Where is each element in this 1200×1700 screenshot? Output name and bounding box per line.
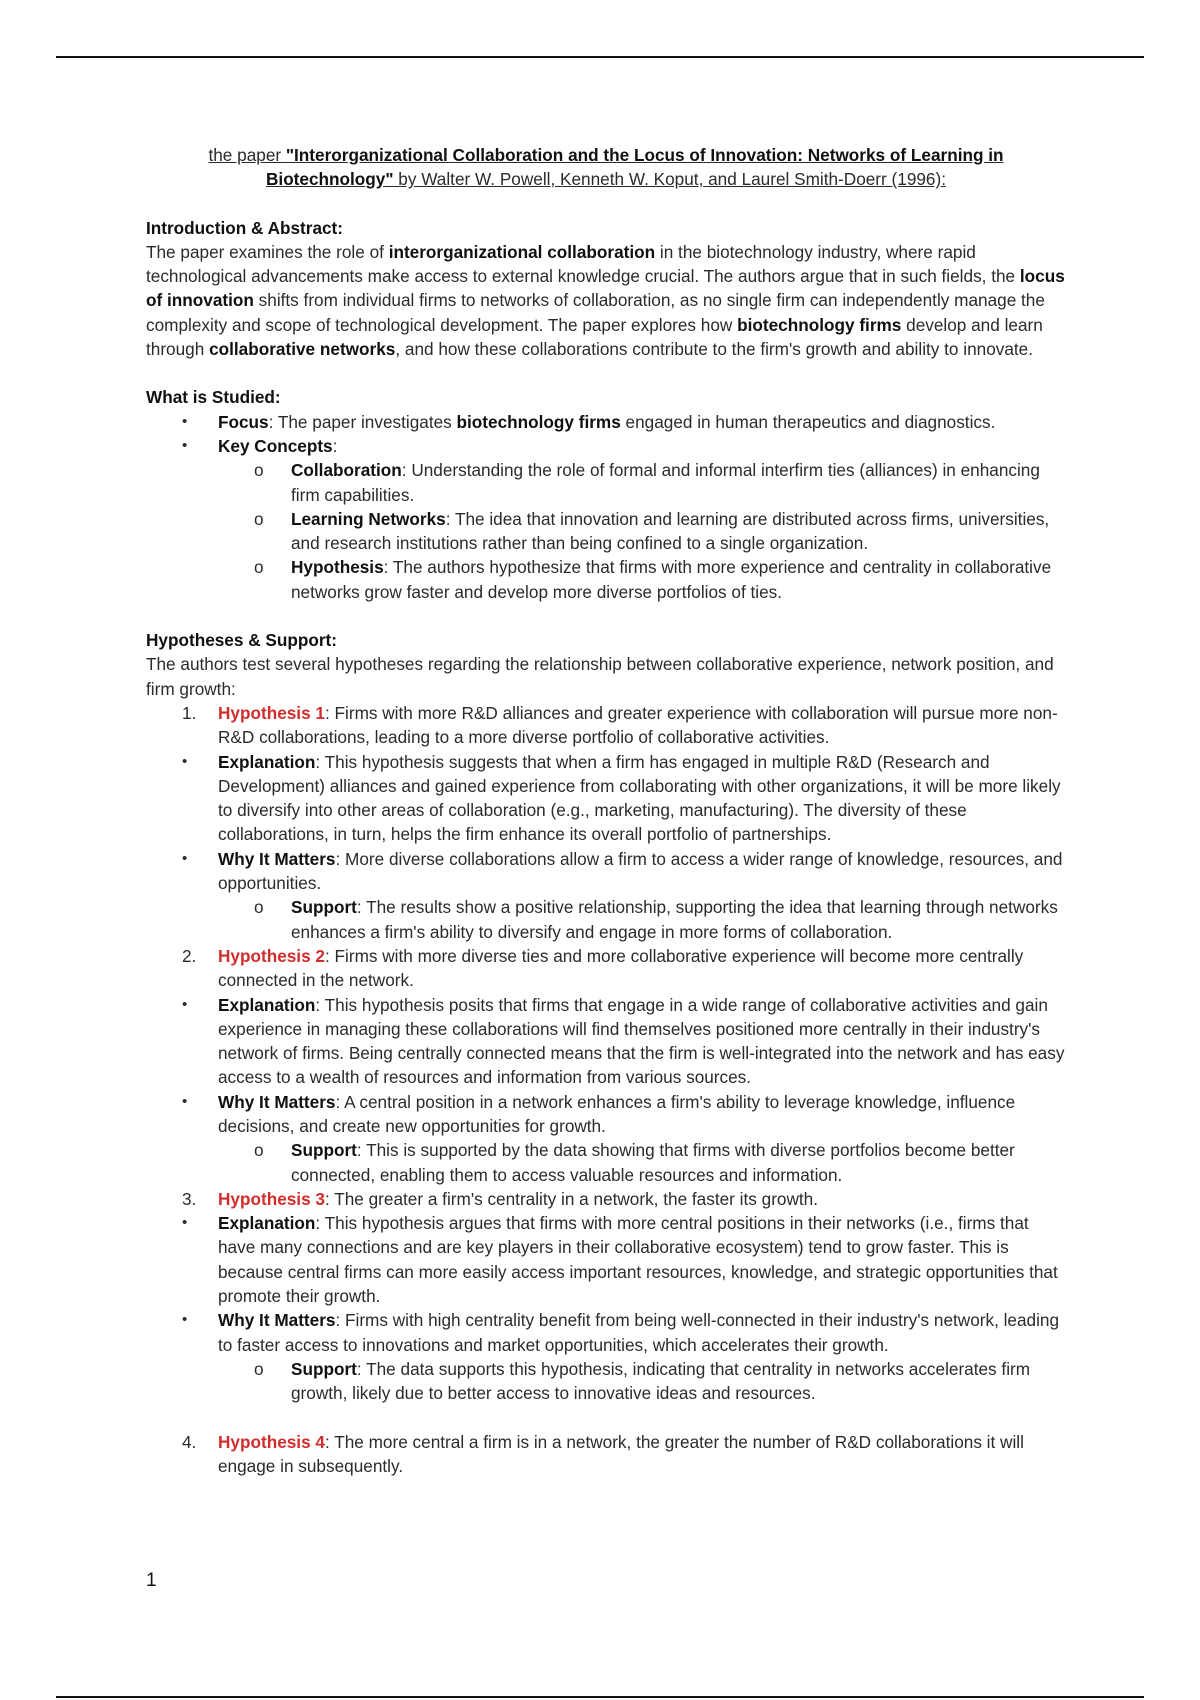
title-paper-name: "Interorganizational Collaboration and the Locus of Innovation: Networks of Learning in Biotechnology" bbox=[266, 145, 1004, 190]
sub-bullet-icon: o bbox=[254, 557, 264, 578]
bullet-icon: • bbox=[182, 436, 188, 454]
page-number: 1 bbox=[146, 1570, 157, 1591]
studied-section bbox=[146, 385, 1066, 604]
sub-bullet-icon: o bbox=[254, 508, 264, 529]
h1-why-it-matters: • Why It Matters: More diverse collaborations allow a firm to access a wider range of knowledge, resources, and opportunities. bbox=[182, 848, 1063, 894]
bullet-icon: • bbox=[182, 1092, 188, 1110]
sub-bullet-icon: o bbox=[254, 1140, 264, 1161]
list-number: 3. bbox=[182, 1188, 197, 1209]
bottom-rule bbox=[56, 1696, 1144, 1698]
intro-section bbox=[146, 216, 1066, 362]
sub-bullet-icon: o bbox=[254, 460, 264, 481]
list-item-key-concepts: • Key Concepts: bbox=[146, 434, 1066, 458]
list-number: 4. bbox=[182, 1431, 197, 1452]
sub-bullet-icon: o bbox=[254, 1358, 264, 1379]
h3-support: o Support: The data supports this hypothesis, indicating that centrality in networks accelerates firm growth, likely due to better access to innovative ideas and resources. bbox=[254, 1358, 1031, 1404]
studied-heading: What is Studied: bbox=[146, 387, 281, 408]
list-number: 1. bbox=[182, 702, 197, 723]
h3-why-it-matters: • Why It Matters: Firms with high centrality benefit from being well-connected in their industry's network, leading to faster access to innovations and market opportunities, which accelerates their growth. bbox=[182, 1310, 1060, 1355]
document-title bbox=[146, 143, 1066, 192]
sub-item-hypothesis: o Hypothesis: The authors hypothesize that firms with more experience and centrality in collaborative networks grow faster and develop more diverse portfolios of ties. bbox=[254, 557, 1052, 602]
bullet-icon: • bbox=[182, 849, 188, 867]
bullet-icon: • bbox=[182, 995, 188, 1013]
spacer bbox=[146, 1406, 1066, 1430]
list-item-focus: • Focus: The paper investigates biotechnology firms engaged in human therapeutics and diagnostics. bbox=[146, 410, 1066, 434]
h3-explanation: • Explanation: This hypothesis argues that firms with more central positions in their networks (i.e., firms that have many connections and are key players in their collaborative ecosystem) tend to grow faster. This is because central firms can more easily access important resources, knowledge, and strategic opportunities that promote their growth. bbox=[182, 1213, 1058, 1307]
intro-paragraph: The paper examines the role of interorganizational collaboration in the biotechnology industry, where rapid technological advancements make access to external knowledge crucial. The authors argue that in such fields, the locus of innovation shifts from individual firms to networks of collaboration, as no single firm can independently manage the complexity and scope of technological development. The paper explores how biotechnology firms develop and learn through collaborative networks, and how these collaborations contribute to the firm's growth and ability to innovate. bbox=[146, 241, 1065, 360]
top-rule bbox=[56, 56, 1144, 58]
bullet-icon: • bbox=[182, 1214, 188, 1232]
hypotheses-heading: Hypotheses & Support: bbox=[146, 630, 337, 651]
hypothesis-3: 3. Hypothesis 3: The greater a firm's centrality in a network, the faster its growth. bbox=[146, 1187, 1066, 1211]
hypotheses-section bbox=[146, 628, 1066, 1478]
hypothesis-4: 4. Hypothesis 4: The more central a firm is in a network, the greater the number of R&D collaborations it will engage in subsequently. bbox=[182, 1431, 1024, 1476]
sub-item-learning-networks: o Learning Networks: The idea that innovation and learning are distributed across firms, universities, and research institutions rather than being confined to a single organization. bbox=[254, 508, 1050, 554]
sub-bullet-icon: o bbox=[254, 897, 264, 918]
h2-explanation: • Explanation: This hypothesis posits that firms that engage in a wide range of collaborative activities and gain experience in managing these collaborations will find themselves positioned more centrally in their industry's network of firms. Being centrally connected means that the firm is well-integrated into the network and has easy access to a wealth of resources and information from various sources. bbox=[182, 994, 1065, 1088]
title-prefix: the paper bbox=[208, 145, 286, 165]
hypotheses-intro: The authors test several hypotheses regarding the relationship between collaborative experience, network position, and firm growth: bbox=[146, 654, 1054, 699]
list-number: 2. bbox=[182, 945, 197, 966]
intro-heading: Introduction & Abstract: bbox=[146, 217, 344, 238]
h2-why-it-matters: • Why It Matters: A central position in a network enhances a firm's ability to leverage knowledge, influence decisions, and create new opportunities for growth. bbox=[182, 1091, 1016, 1136]
h2-support: o Support: This is supported by the data showing that firms with diverse portfolios become better connected, enabling them to access valuable resources and information. bbox=[254, 1140, 1015, 1185]
sub-item-collaboration: o Collaboration: Understanding the role of formal and informal interfirm ties (alliances) in enhancing firm capabilities. bbox=[254, 460, 1040, 505]
document-page bbox=[146, 143, 1066, 1478]
bullet-icon: • bbox=[182, 412, 188, 430]
h1-support: o Support: The results show a positive relationship, supporting the idea that learning through networks enhances a firm's ability to diversify and engage in more forms of collaboration. bbox=[254, 897, 1058, 942]
hypothesis-2: 2. Hypothesis 2: Firms with more diverse ties and more collaborative experience will become more centrally connected in the network. bbox=[182, 945, 1024, 991]
bullet-icon: • bbox=[182, 1311, 188, 1329]
h1-explanation: • Explanation: This hypothesis suggests that when a firm has engaged in multiple R&D (Research and Development) alliances and gained experience from collaborating with other organizations, it will be more likely to diversify into other areas of collaboration (e.g., marketing, manufacturing). The diversity of these collaborations, in turn, helps the firm enhance its overall portfolio of partnerships. bbox=[182, 751, 1061, 845]
title-authors: by Walter W. Powell, Kenneth W. Koput, and Laurel Smith-Doerr (1996): bbox=[393, 169, 946, 190]
bullet-icon: • bbox=[182, 752, 188, 770]
hypothesis-1: 1. Hypothesis 1: Firms with more R&D alliances and greater experience with collaboration will pursue more non-R&D collaborations, leading to a more diverse portfolio of collaborative activities. bbox=[182, 702, 1058, 748]
